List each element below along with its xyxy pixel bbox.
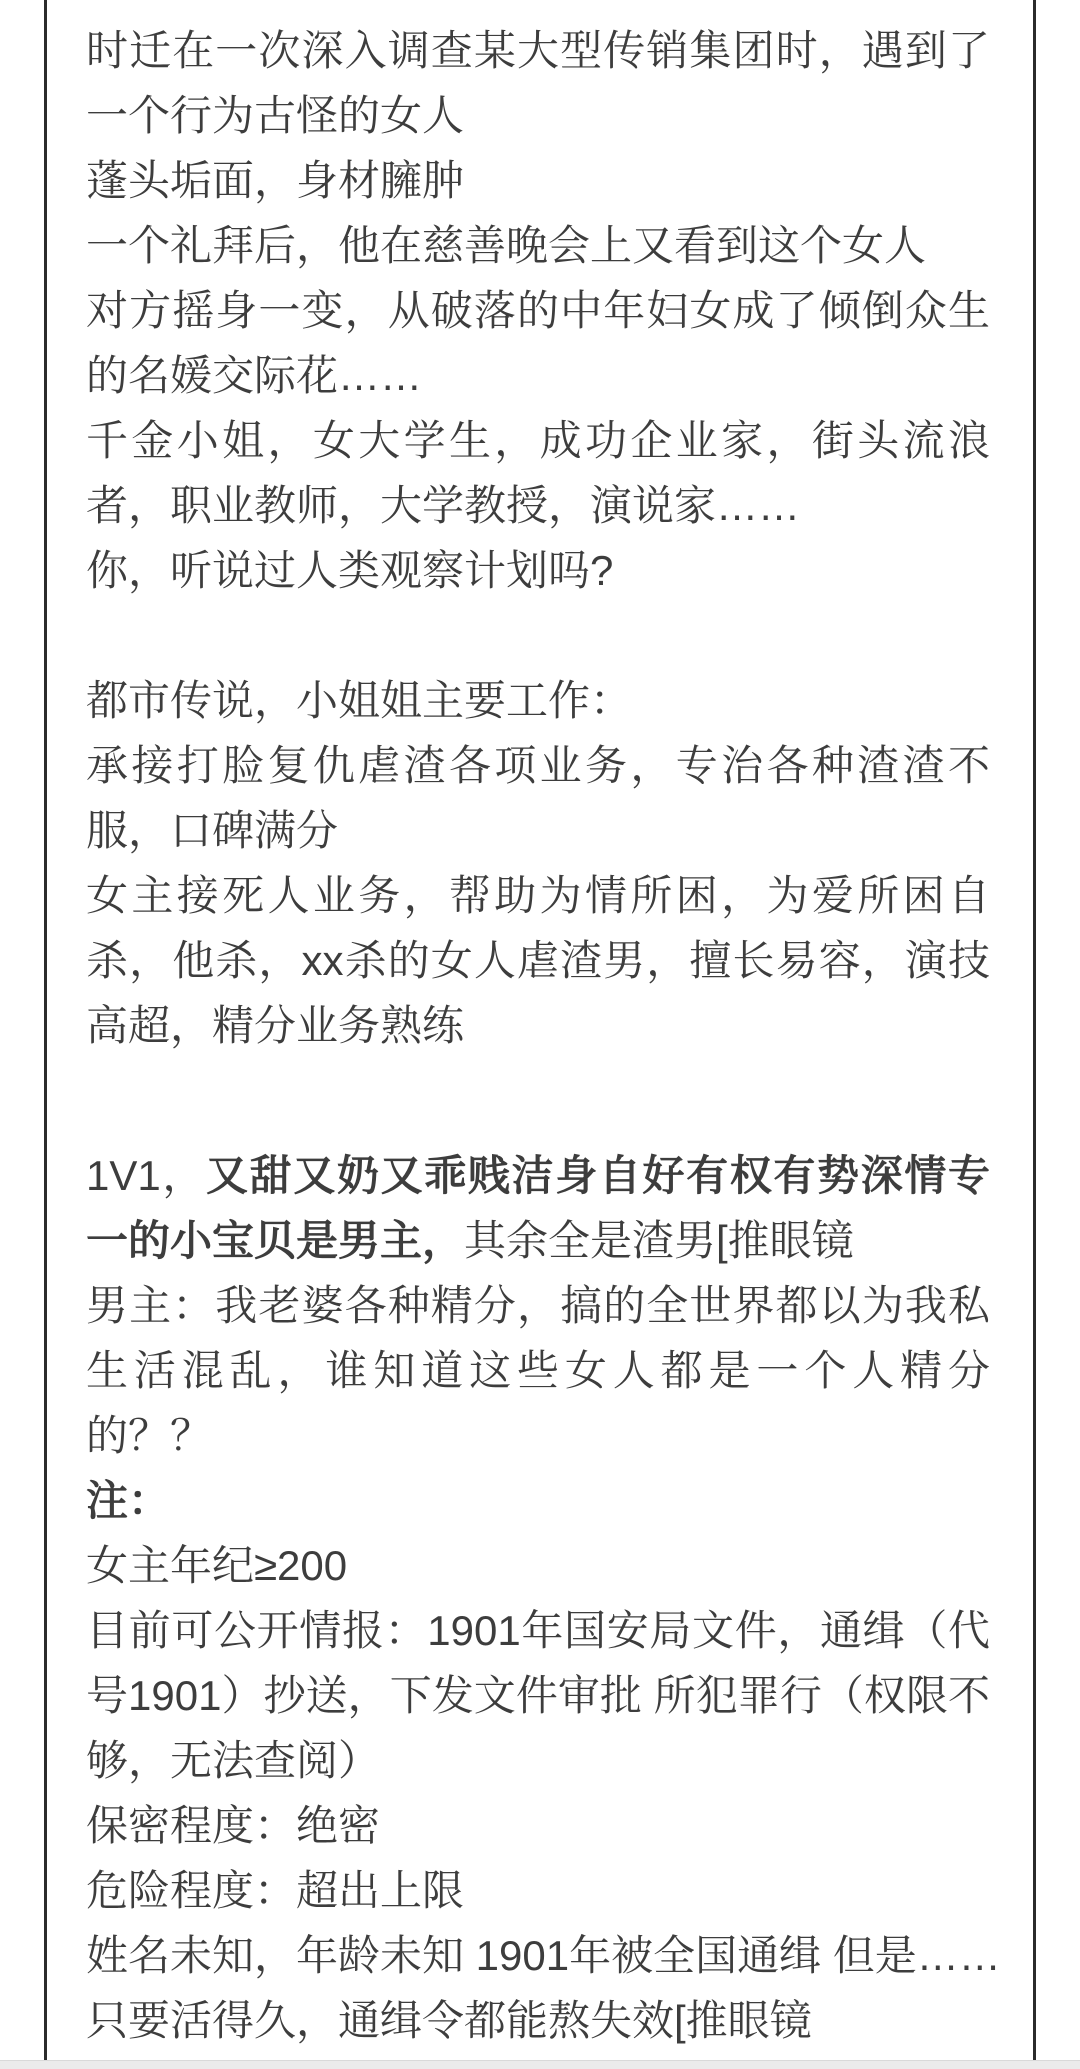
text-line xyxy=(86,473,990,538)
text-segment: 时迁在一次深入调查某大型传销集团时，遇到了 xyxy=(86,27,990,74)
text-line xyxy=(86,83,990,148)
text-line xyxy=(86,408,990,473)
text-line xyxy=(86,1663,990,1728)
text-segment: 千金小姐，女大学生，成功企业家，街头流浪 xyxy=(86,417,990,464)
text-segment: 对方摇身一变，从破落的中年妇女成了倾倒众生 xyxy=(86,287,990,334)
text-line xyxy=(86,1533,990,1598)
text-line xyxy=(86,1858,990,1923)
text-line xyxy=(86,1273,990,1338)
text-segment: 姓名未知，年龄未知 1901年被全国通缉 但是…… xyxy=(86,1932,1001,1979)
text-segment: 一个行为古怪的女人 xyxy=(86,92,465,139)
text-segment: 服，口碑满分 xyxy=(86,807,339,854)
text-line xyxy=(86,928,990,993)
text-line xyxy=(86,278,990,343)
text-line xyxy=(86,538,990,603)
blank-line xyxy=(86,1058,990,1143)
text-line xyxy=(86,1143,990,1208)
text-line xyxy=(86,1208,990,1273)
text-segment: 承接打脸复仇虐渣各项业务，专治各种渣渣不 xyxy=(86,742,990,789)
bold-text-segment: 又甜又奶又乖贱洁身自好有权有势深情专 xyxy=(206,1152,990,1199)
text-segment: 女主年纪≥200 xyxy=(86,1542,348,1589)
text-line xyxy=(86,733,990,798)
bold-text-segment: 注： xyxy=(86,1477,171,1524)
text-line xyxy=(86,1728,990,1793)
text-segment: 1V1， xyxy=(86,1152,207,1199)
bottom-panel-edge xyxy=(0,2060,1080,2069)
text-line xyxy=(86,148,990,213)
text-segment: 只要活得久，通缉令都能熬失效[推眼镜 xyxy=(86,1997,812,2044)
text-segment: 高超，精分业务熟练 xyxy=(86,1002,465,1049)
text-segment: 保密程度：绝密 xyxy=(86,1802,381,1849)
text-line xyxy=(86,1923,1001,1988)
text-segment: 够，无法查阅） xyxy=(86,1737,381,1784)
text-segment: 其余全是渣男[推眼镜 xyxy=(464,1217,854,1264)
text-segment: 都市传说，小姐姐主要工作： xyxy=(86,677,633,724)
text-segment: 女主接死人业务，帮助为情所困，为爱所困自 xyxy=(86,872,990,919)
text-line xyxy=(86,1988,990,2053)
right-border-line xyxy=(1033,0,1036,2060)
text-line xyxy=(86,1793,990,1858)
novel-description xyxy=(86,18,1001,2053)
text-segment: 生活混乱，谁知道这些女人都是一个人精分 xyxy=(86,1347,990,1394)
text-segment: 号1901）抄送，下发文件审批 所犯罪行（权限不 xyxy=(86,1672,990,1719)
text-line xyxy=(86,863,990,928)
text-segment: 你，听说过人类观察计划吗? xyxy=(86,547,614,594)
text-segment: 杀，他杀，xx杀的女人虐渣男，擅长易容，演技 xyxy=(86,937,990,984)
text-line xyxy=(86,343,990,408)
text-line xyxy=(86,993,990,1058)
text-line xyxy=(86,1403,990,1468)
text-line xyxy=(86,798,990,863)
text-segment: 目前可公开情报：1901年国安局文件，通缉（代 xyxy=(86,1607,990,1654)
text-line xyxy=(86,1338,990,1403)
text-segment: 蓬头垢面，身材臃肿 xyxy=(86,157,465,204)
text-line xyxy=(86,668,990,733)
text-segment: 危险程度：超出上限 xyxy=(86,1867,465,1914)
text-segment: 的名媛交际花…… xyxy=(86,352,423,399)
text-segment: 男主：我老婆各种精分，搞的全世界都以为我私 xyxy=(86,1282,990,1329)
text-line xyxy=(86,1468,990,1533)
text-segment: 一个礼拜后，他在慈善晚会上又看到这个女人 xyxy=(86,222,927,269)
text-line xyxy=(86,18,990,83)
text-line xyxy=(86,1598,990,1663)
text-segment: 的？？ xyxy=(86,1412,213,1459)
text-line xyxy=(86,213,990,278)
text-segment: 者，职业教师，大学教授，演说家…… xyxy=(86,482,801,529)
bold-text-segment: 一的小宝贝是男主， xyxy=(86,1217,465,1264)
left-border-line xyxy=(44,0,47,2060)
blank-line xyxy=(86,603,990,668)
